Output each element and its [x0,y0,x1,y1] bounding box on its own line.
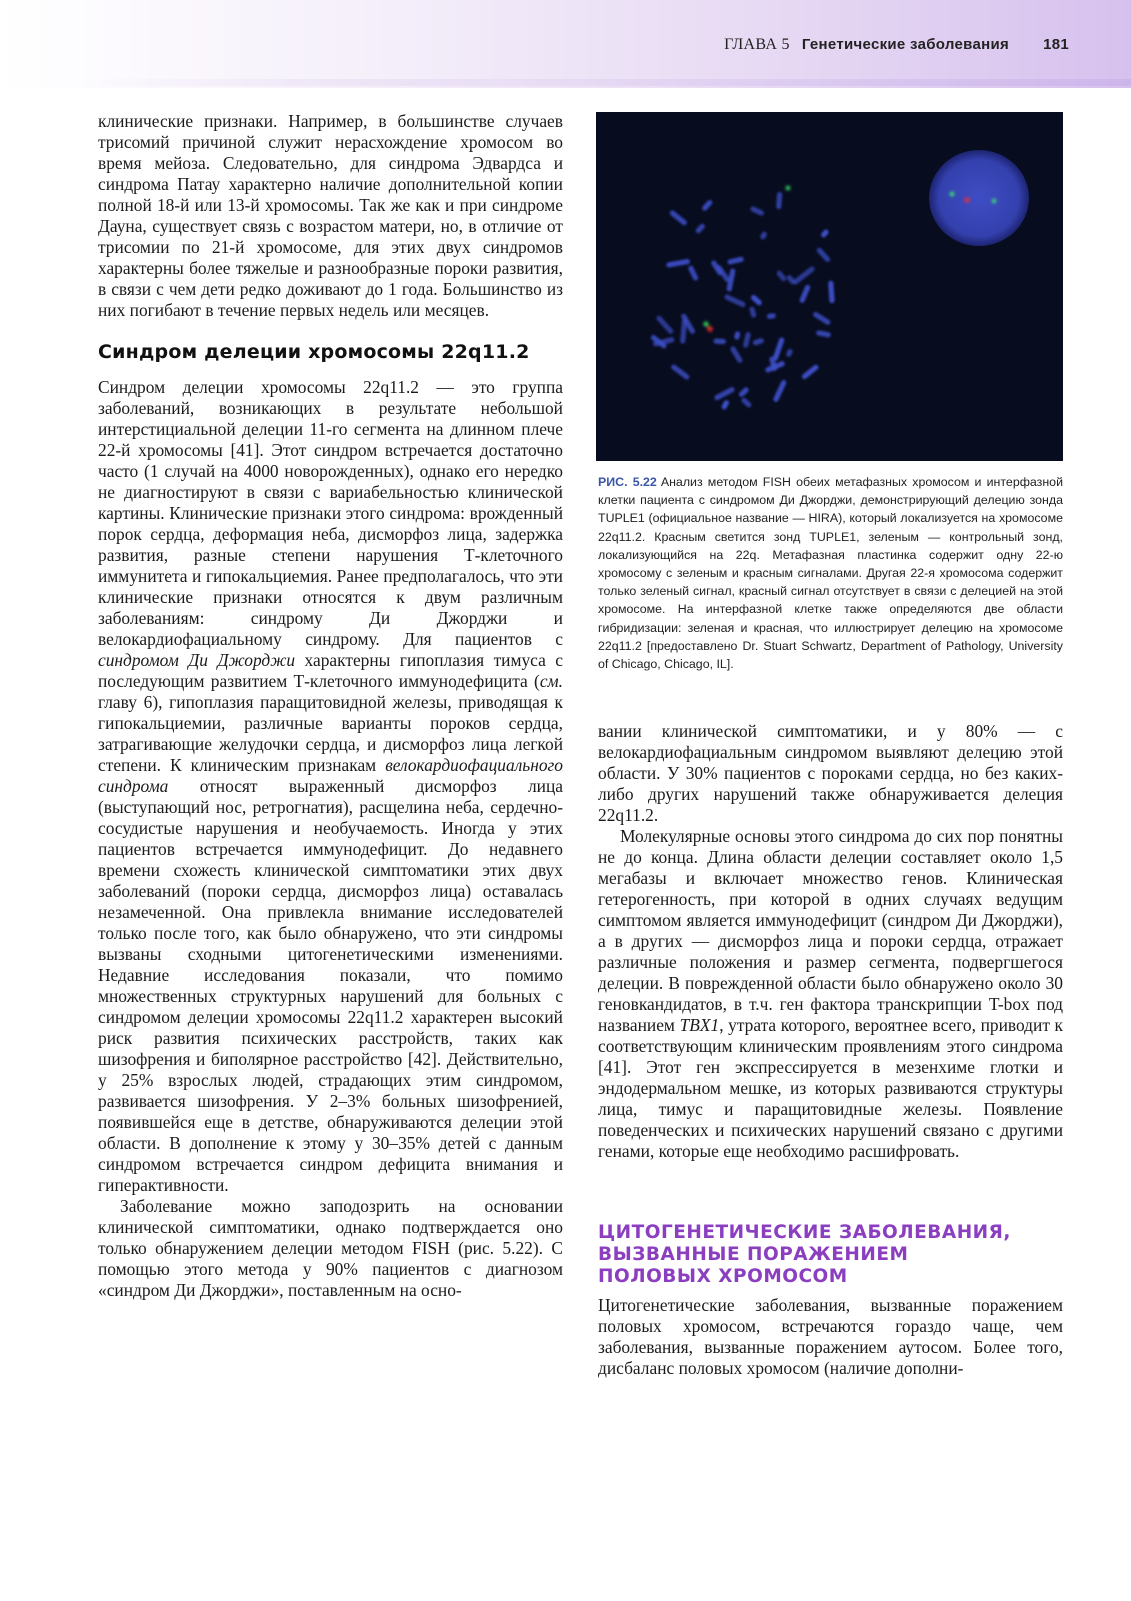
subsection-heading: Синдром делеции хромосомы 22q11.2 [98,341,530,363]
paragraph: Синдром делеции хромосомы 22q11.2 — это группа заболеваний, возникающих в результате небольшой интерстициальной делеции 11-го сегмента на длинном плече 22-й хромосомы [41]. Этот синдром встречается достаточно часто (1 случай на 4000 новорожденных), однако его нередко не диагностируют в связи с вариабельностью клинической картины. Клинические признаки этого синдрома: врожденный порок сердца, деформация неба, дисморфоз лица, задержка развития, разные степени нарушения Т-клеточного иммунитета и гипокальциемия. Ранее предполагалось, что эти клинические признаки относятся к двум различным заболеваниям: синдрому Ди Джорджи и велокардиофациальному синдрому. Для пациентов с синдромом Ди Джорджи характерны гипоплазия тимуса с последующим развитием Т-клеточного иммунодефицита (см. главу 6), гипоплазия паращитовидной железы, приводящая к гипокальциемии, различные варианты пороков сердца, затрагивающие желудочки сердца, и дисморфоз лица легкой степени. К клиническим признакам велокардиофациального синдрома относят выраженный дисморфоз лица (выступающий нос, ретрогнатия), расщелина неба, сердечно-сосудистые нарушения и необучаемость. Иногда у этих пациентов встречается иммунодефицит. До недавнего времени схожесть клинической симптоматики этих двух заболеваний (пороки сердца, дисморфоз лица) оставалась незамеченной. Она привлекла внимание исследователей только после того, как было обнаружено, что эти синдромы вызваны сходными цитогенетическими изменениями. Недавние исследования показали, что помимо множественных структурных нарушений для больных с синдромом делеции хромосомы 22q11.2 характерен высокий риск развития психических расстройств, таких как шизофрения и биполярное расстройство [42]. Действительно, у 25% взрослых людей, страдающих этим синдромом, развивается шизофрения. У 2–3% больных шизофренией, появившейся еще в детстве, обнаруживаются делеции этой области. В дополнение к этому у 30–35% детей с данным синдромом встречается синдром дефицита внимания и гиперактивности. [98,377,564,1195]
figure-label: РИС. 5.22 [598,475,657,489]
fish-image [596,112,1063,461]
paragraph: Заболевание можно заподозрить на основании клинической симптоматики, однако подтверждается оно только обнаружением делеции методом FISH (рис. 5.22). С помощью этого метода у 90% пациентов с диагнозом «синдром Ди Джорджи», поставленным на осно- [98,1196,563,1300]
running-head [724,36,1069,54]
caption-text: Анализ методом FISH обеих метафазных хромосом и интерфазной клетки пациента с синдромом Ди Джорджи, демонстрирующий делецию зонда TUPLE1 (официальное название — HIRA), который локализуется на хромосоме 22q11.2. Красным светится зонд TUPLE1, зеленым — контрольный зонд, локализующийся на 22q. Метафазная пластинка содержит одну 22-ю хромосому с зеленым и красным сигналами. Другая 22-я хромосома содержит только зеленый сигнал, красный сигнал отсутствует в связи с делецией на этой хромосоме. На интерфазной клетке также определяются две области гибридизации: зеленая и красная, что иллюстрирует делецию на хромосоме 22q11.2 [предоставлено Dr. Stuart Schwartz, Department of Pathology, University of Chicago, Chicago, IL]. [598,475,1063,672]
header-rule [80,79,1131,86]
right-column-bottom [598,1295,1063,1379]
right-column [598,721,1063,1162]
green-signal [992,199,996,203]
interphase-nucleus [929,150,1029,246]
fish-micrograph [596,112,1063,461]
section-heading: ЦИТОГЕНЕТИЧЕСКИЕ ЗАБОЛЕВАНИЯ, ВЫЗВАННЫЕ ПОРАЖЕНИЕМ ПОЛОВЫХ ХРОМОСОМ [598,1222,1011,1287]
chromosome [713,338,726,344]
figure-caption [598,473,1063,673]
page-number: 181 [1043,36,1069,53]
red-signal [707,326,712,331]
italic-term: велокардиофациального синдрома [98,755,563,796]
left-column [98,111,563,1301]
green-signal [704,322,709,327]
paragraph: вании клинической симптоматики, и у 80% — с велокардиофациальным синдромом выявляют делецию этой области. У 30% пациентов с пороками сердца, но без каких-либо других нарушений также обнаруживается делеция 22q11.2. [598,721,1063,825]
red-signal [965,198,970,203]
italic-term: см. [539,671,563,691]
paragraph: Цитогенетические заболевания, вызванные поражением половых хромосом, встречаются гораздо чаще, чем заболевания, вызванные поражением аутосом. Более того, дисбаланс половых хромосом (наличие дополни- [598,1295,1063,1378]
paragraph: клинические признаки. Например, в большинстве случаев трисомий причиной служит нерасхождение хромосом во время мейоза. Следовательно, для синдрома Эдвардса и синдрома Патау характерно наличие дополнительной копии полной 18-й или 13-й хромосомы. Так же как и при синдроме Дауна, существует связь с возрастом матери, но, в отличие от трисомии по 21-й хромосоме, для этих двух синдромов характерны более тяжелые и разнообразные пороки развития, в связи с чем дети редко доживают до 1 года. Большинство из них погибают в течение первых недель или месяцев. [98,111,563,320]
green-signal [786,186,790,190]
paragraph: Молекулярные основы этого синдрома до сих пор понятны не до конца. Длина области делеции составляет около 1,5 мегабазы и включает множество генов. Клиническая гетерогенность, при которой в одних случаях ведущим симптомом является иммунодефицит (синдром Ди Джорджи), а в других — дисморфоз лица и пороки сердца, отражает различные положения и размер сегмента, подвергшегося делеции. В поврежденной области было обнаружено около 30 геновкандидатов, в т.ч. ген фактора транскрипции T-box под названием TBX1, утрата которого, вероятнее всего, приводит к соответствующим клиническим проявлениям этого синдрома [41]. Этот ген экспрессируется в мезенхиме глотки и эндодермальном мешке, из которых развиваются структуры лица, тимус и паращитовидные железы. Появление поведенческих и психических нарушений связано с другими генами, которые еще необходимо расшифровать. [598,826,1064,1161]
chapter-label: ГЛАВА 5 [724,36,790,53]
italic-term: синдромом Ди Джорджи [98,650,296,670]
green-signal [950,192,954,196]
chapter-title: Генетические заболевания [801,36,1010,53]
italic-term: TBX1 [679,1015,720,1035]
